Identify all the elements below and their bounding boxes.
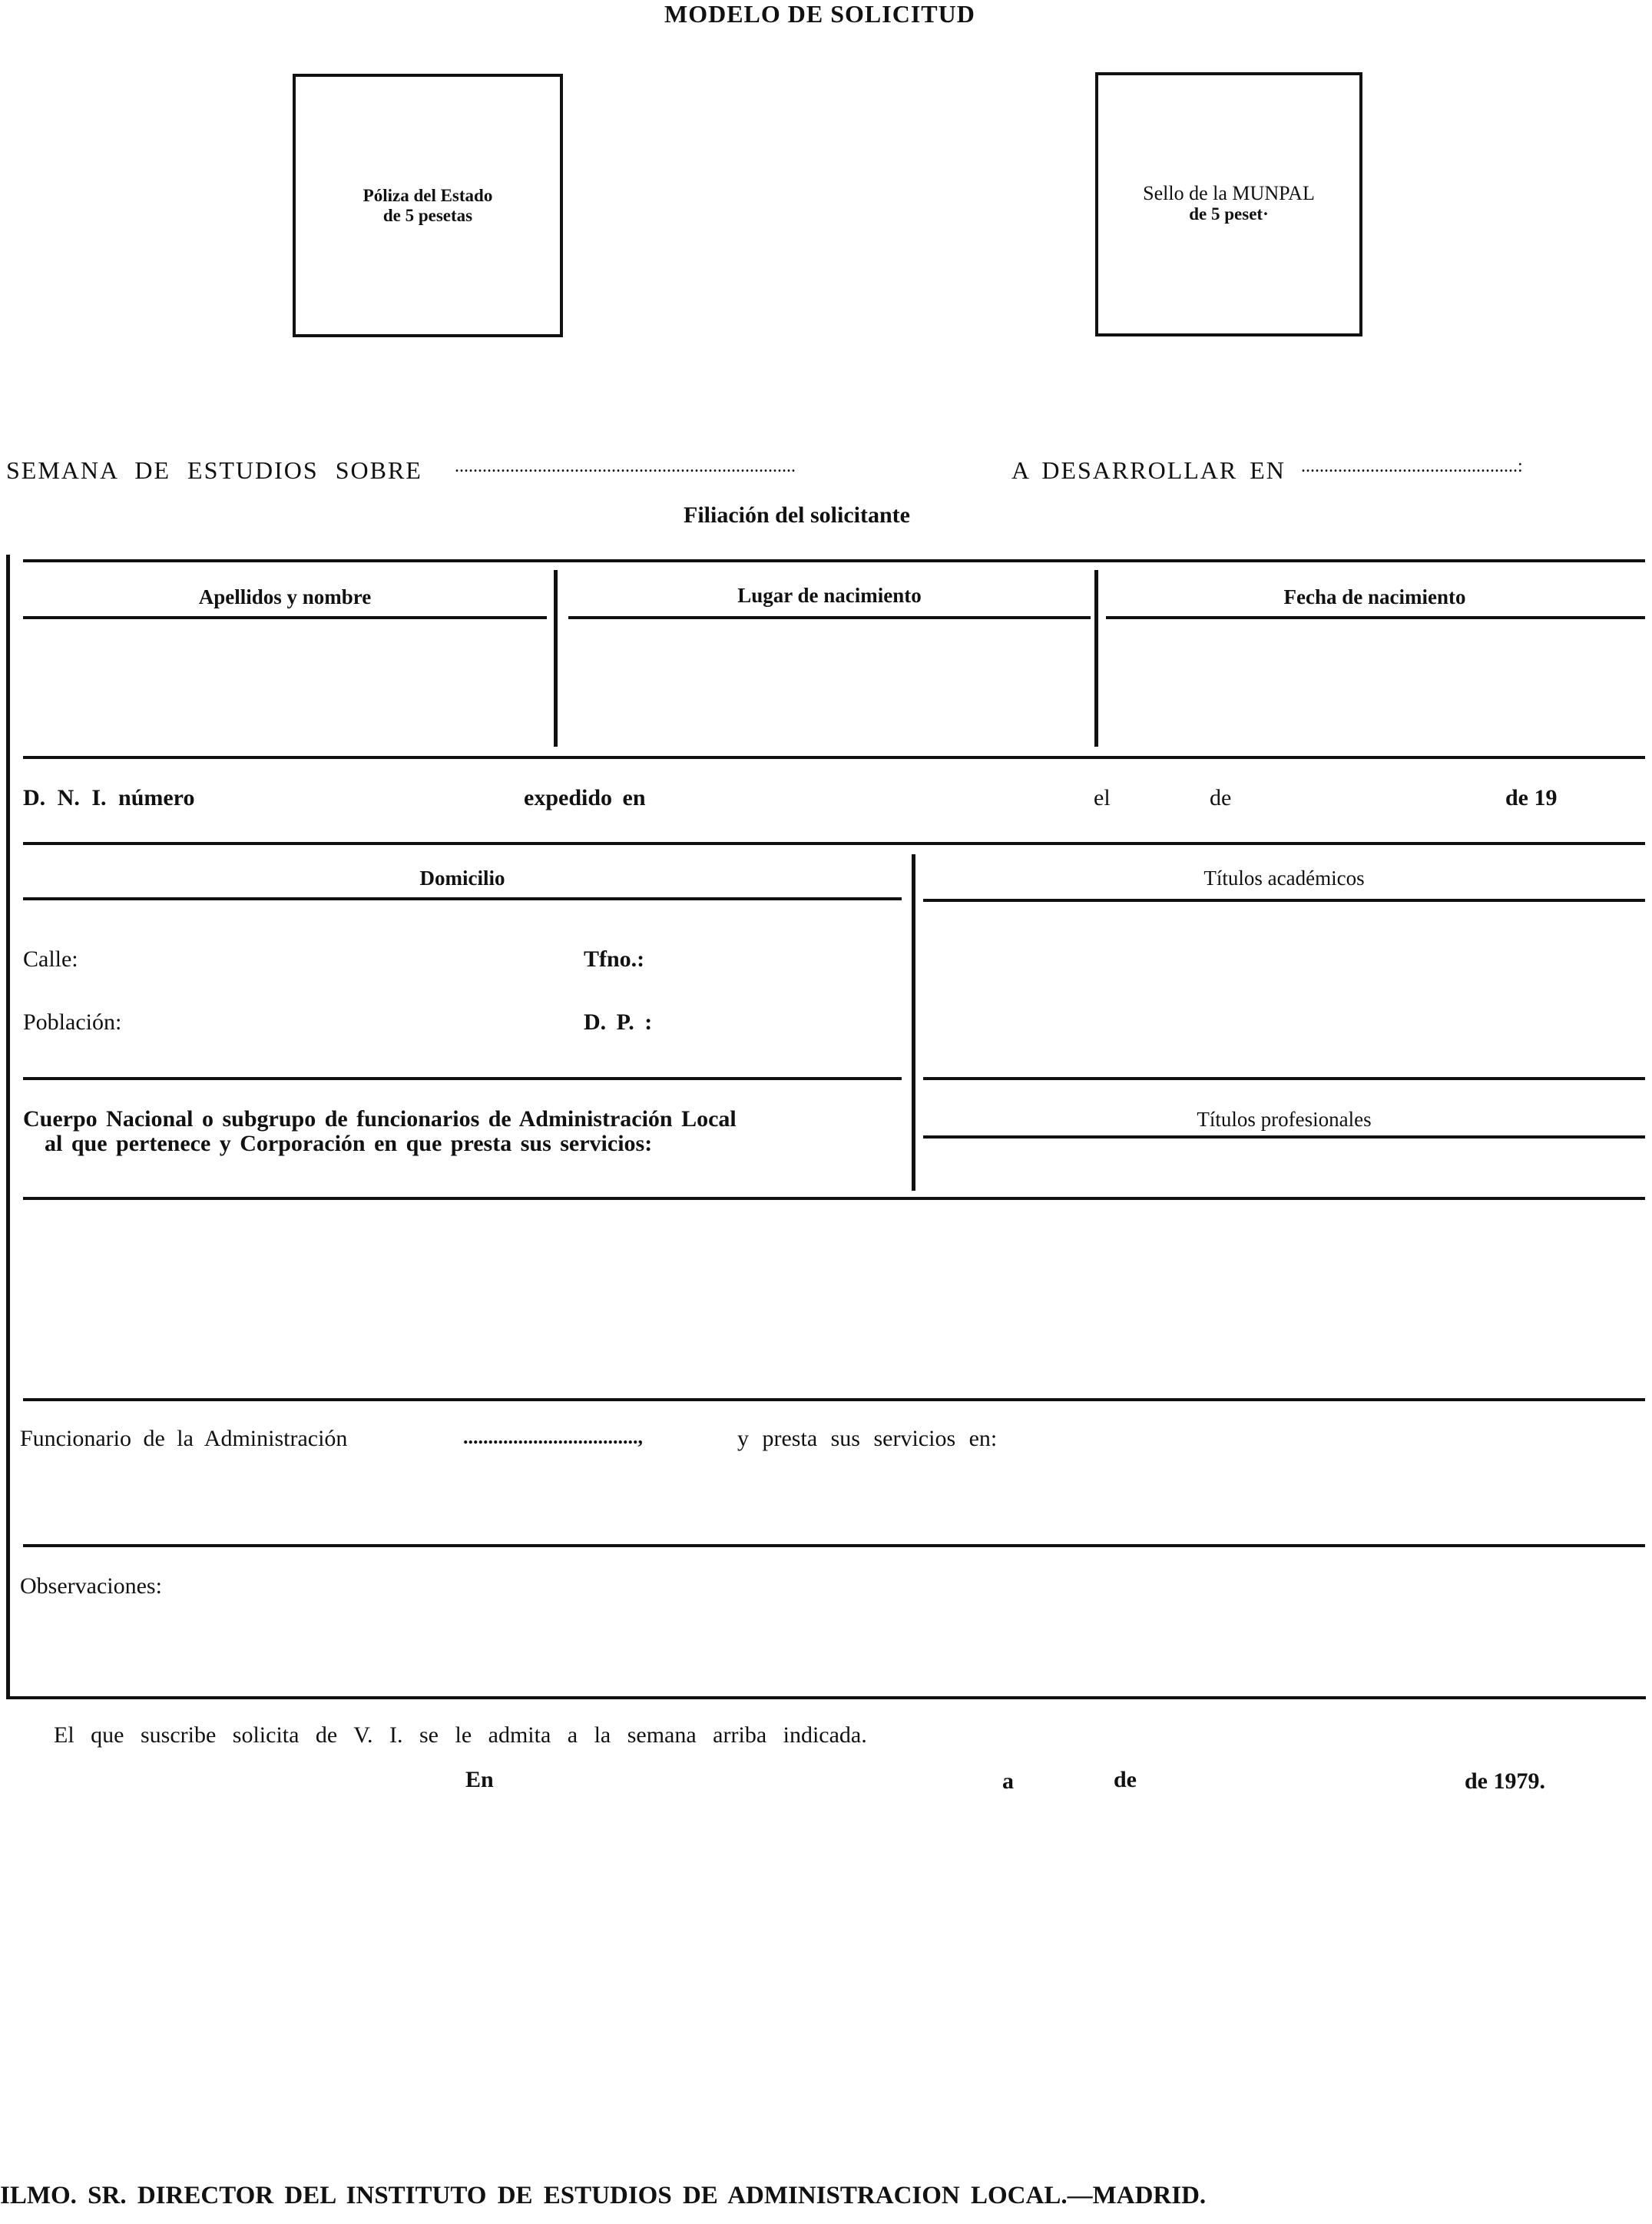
cuerpo-line2: al que pertenece y Corporación en que presta sus servicios: [45, 1131, 653, 1156]
solicita-text: El que suscribe solicita de V. I. se le admita a la semana arriba indicada. [54, 1722, 867, 1748]
dni-label: D. N. I. número [23, 785, 195, 810]
footer-en: En [465, 1767, 494, 1792]
footer-de: de [1114, 1767, 1137, 1792]
stamp-poliza-line1: Póliza del Estado [363, 186, 493, 205]
filiacion-title: Filiación del solicitante [684, 502, 910, 528]
semana-dots-tema: .......................................................................... [455, 456, 796, 476]
poblacion-label: Población: [23, 1009, 122, 1035]
rule-after-dni [23, 842, 1645, 845]
semana-prefix: SEMANA DE ESTUDIOS SOBRE [6, 456, 422, 484]
col-apellidos: Apellidos y nombre [198, 585, 372, 608]
rule-after-names [23, 756, 1645, 759]
rule-apellidos [23, 616, 547, 619]
col-lugar: Lugar de nacimiento [737, 584, 922, 607]
rule-lugar [568, 616, 1091, 619]
addressee: ILMO. SR. DIRECTOR DEL INSTITUTO DE ESTUDIOS DE ADMINISTRACION LOCAL.—MADRID. [0, 2182, 1207, 2209]
rule-end-domicilio [23, 1077, 902, 1080]
divider-col1 [554, 570, 558, 747]
funcionario-dots: ..................................., [463, 1426, 643, 1448]
rule-titulos-academicos [923, 899, 1645, 902]
divider-col2 [1094, 570, 1098, 747]
rule-before-funcionario [23, 1398, 1645, 1401]
col-fecha: Fecha de nacimiento [1283, 585, 1466, 608]
rule-after-cuerpo [23, 1197, 1645, 1200]
divider-domicilio [912, 854, 915, 1191]
stamp-munpal-line2: de 5 peset· [1189, 204, 1269, 224]
titulos-academicos-title: Títulos académicos [1203, 867, 1365, 890]
stamp-box-munpal [1095, 72, 1362, 336]
observaciones-label: Observaciones: [20, 1573, 162, 1599]
rule-titulos-profesionales [923, 1135, 1645, 1139]
dni-expedido: expedido en [524, 785, 646, 810]
rule-domicilio [23, 897, 902, 900]
footer-a: a [1002, 1768, 1014, 1794]
dp-label: D. P. : [584, 1009, 653, 1035]
stamp-box-poliza [293, 74, 563, 337]
footer-year: de 1979. [1465, 1768, 1545, 1794]
form-title: MODELO DE SOLICITUD [664, 0, 975, 28]
semana-middle: A DESARROLLAR EN [1011, 456, 1286, 484]
cuerpo-line1: Cuerpo Nacional o subgrupo de funcionarios de Administración Local [23, 1106, 737, 1132]
rule-before-observaciones [23, 1544, 1645, 1547]
rule-end-academicos [923, 1077, 1645, 1080]
stamp-munpal-line1: Sello de la MUNPAL [1143, 182, 1315, 204]
titulos-profesionales-title: Títulos profesionales [1197, 1108, 1372, 1131]
domicilio-title: Domicilio [419, 867, 505, 890]
dni-el: el [1094, 785, 1111, 810]
rule-fecha [1106, 616, 1645, 619]
tfno-label: Tfno.: [584, 946, 645, 972]
funcionario-prefix: Funcionario de la Administración [20, 1426, 348, 1451]
stamp-poliza-line2: de 5 pesetas [382, 206, 473, 225]
frame-left-border [6, 555, 10, 1699]
frame-bottom-border [6, 1696, 1646, 1699]
dni-de-19: de 19 [1505, 785, 1558, 810]
funcionario-suffix: y presta sus servicios en: [737, 1426, 998, 1451]
rule-top [23, 559, 1645, 562]
semana-dots-lugar: ...............................................: [1301, 456, 1523, 476]
dni-de: de [1210, 785, 1232, 810]
calle-label: Calle: [23, 946, 78, 972]
